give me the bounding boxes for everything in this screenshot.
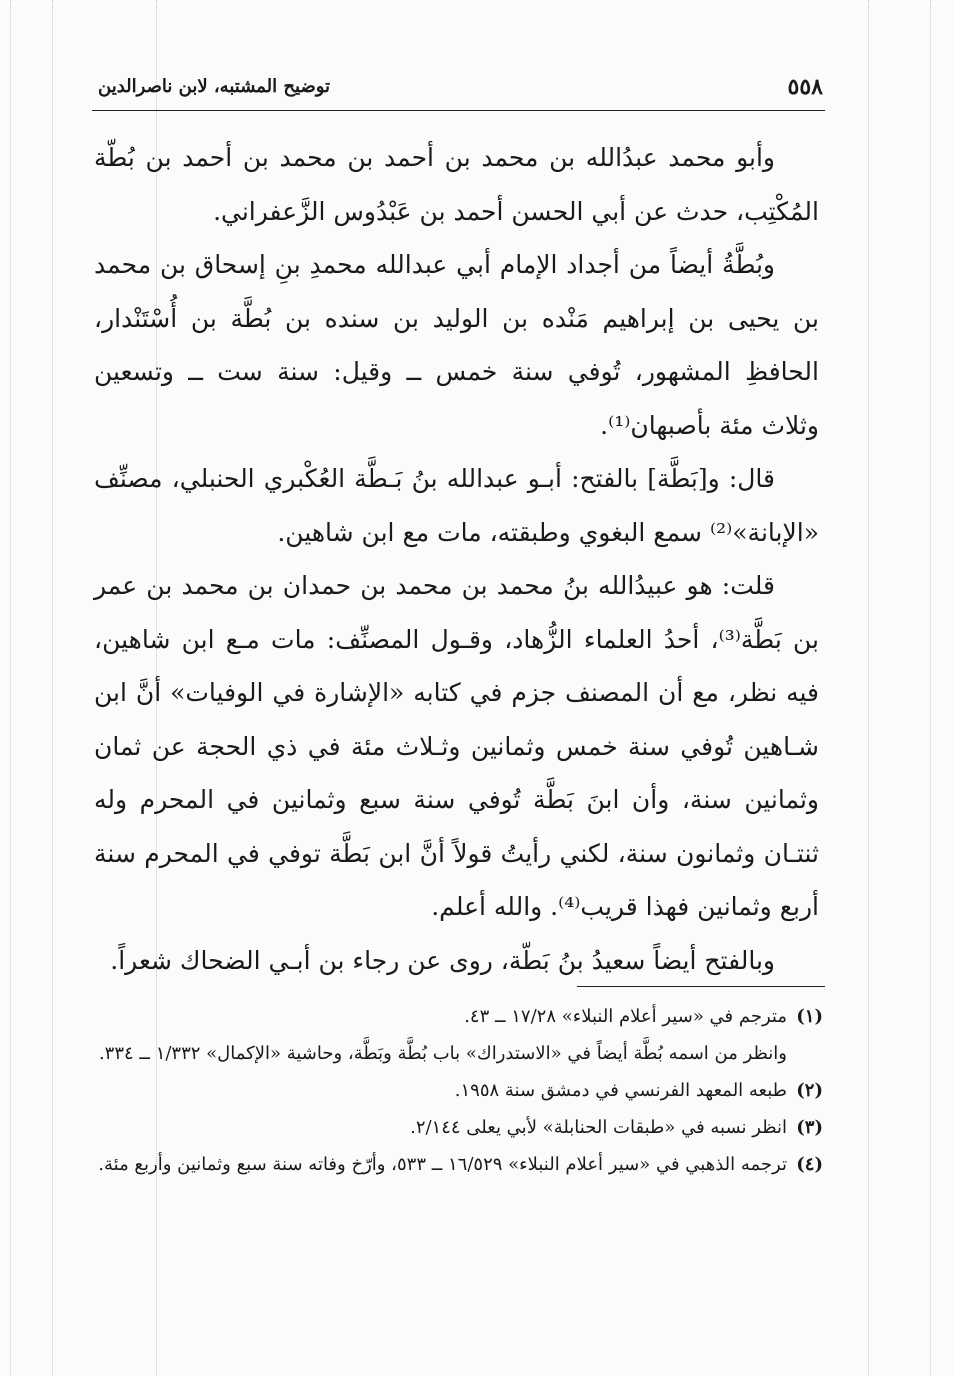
footnote-4 [92, 1146, 825, 1183]
book-page [92, 70, 825, 1350]
footnote-3 [92, 1109, 825, 1146]
scan-edge-line [10, 0, 11, 1376]
footnote-text: وانظر من اسمه بُطَّة أيضاً في «الاستدراك» باب بُطَّة وبَطَّة، وحاشية «الإكمال» ١/٣٣٢ ــ ٣٣٤. [98, 1043, 787, 1064]
paragraph: وبالفتح أيضاً سعيدُ بنُ بَطّة، روى عن رجاء بن أبـي الضحاك شعراً. [110, 945, 775, 975]
scan-edge-line [930, 0, 931, 1376]
footnotes [92, 998, 825, 1183]
footnote-1-continuation [92, 1035, 825, 1072]
footnote-separator [577, 986, 825, 987]
paragraph: وأبو محمد عبدُالله بن محمد بن أحمد بن محمد بن أحمد بن بُطّة المُكْتِب، حدث عن أبي الحسن أحمد بن عَبْدُوس الزَّعفراني. [94, 143, 819, 226]
footnote-1 [92, 998, 825, 1035]
paragraph: قال: و[بَطَّة] بالفتح: أبـو عبدالله بنُ بَـطَّة العُكْبري الحنبلي، مصنِّف «الإبانة»⁽²⁾ سمع البغوي وطبقته، مات مع ابن شاهين. [94, 464, 819, 547]
running-header [92, 70, 825, 111]
footnote-number: (٤) [796, 1154, 823, 1175]
running-title: توضيح المشتبه، لابن ناصرالدين [98, 76, 331, 97]
footnote-text: مترجم في «سير أعلام النبلاء» ١٧/٢٨ ــ ٤٣. [464, 1006, 787, 1027]
paragraph: قلت: هو عبيدُالله بنُ محمد بن محمد بن حمدان بن محمد بن عمر بن بَطَّة⁽³⁾، أحدُ العلماء الزُّهاد، وقـول المصنِّف: مات مـع ابن شاهين، فيه نظر، مع أن المصنف جزم في كتابه «الإشارة في الوفيات» أنَّ ابن شـاهين تُوفي سنة خمس وثمانين وثـلاث مئة في ذي الحجة عن ثمان وثمانين سنة، وأن ابنَ بَطَّة تُوفي سنة سبع وثمانين في المحرم وله ثنتـان وثمانون سنة، لكني رأيتُ قولاً أنَّ ابن بَطَّة توفي في المحرم سنة أربع وثمانين فهذا قريب⁽⁴⁾. والله أعلم. [94, 571, 819, 921]
main-text [92, 131, 825, 987]
footnote-2 [92, 1072, 825, 1109]
footnote-text: انظر نسبه في «طبقات الحنابلة» لأبي يعلى ٢/١٤٤. [410, 1117, 787, 1138]
paragraph: وبُطَّةُ أيضاً من أجداد الإمام أبي عبدالله محمدِ بنِ إسحاق بن محمد بن يحيى بن إبراهيم مَنْده بن الوليد بن سنده بن بُطَّة بن أُسْتَنْدار، الحافظِ المشهور، تُوفي سنة خمس ــ وقيل: سنة ست ــ وتسعين وثلاث مئة بأصبهان⁽¹⁾. [94, 250, 819, 440]
footnote-number: (٢) [796, 1080, 823, 1101]
page-number: ٥٥٨ [787, 74, 823, 100]
footnote-number: (٣) [796, 1117, 823, 1138]
scan-edge-line [868, 0, 869, 1376]
scan-edge-line [52, 0, 53, 1376]
footnote-text: طبعه المعهد الفرنسي في دمشق سنة ١٩٥٨. [454, 1080, 787, 1101]
footnote-number: (١) [796, 1006, 823, 1027]
footnote-text: ترجمه الذهبي في «سير أعلام النبلاء» ١٦/٥٢٩ ــ ٥٣٣، وأرّخ وفاته سنة سبع وثمانين وأربع مئة. [98, 1154, 787, 1175]
